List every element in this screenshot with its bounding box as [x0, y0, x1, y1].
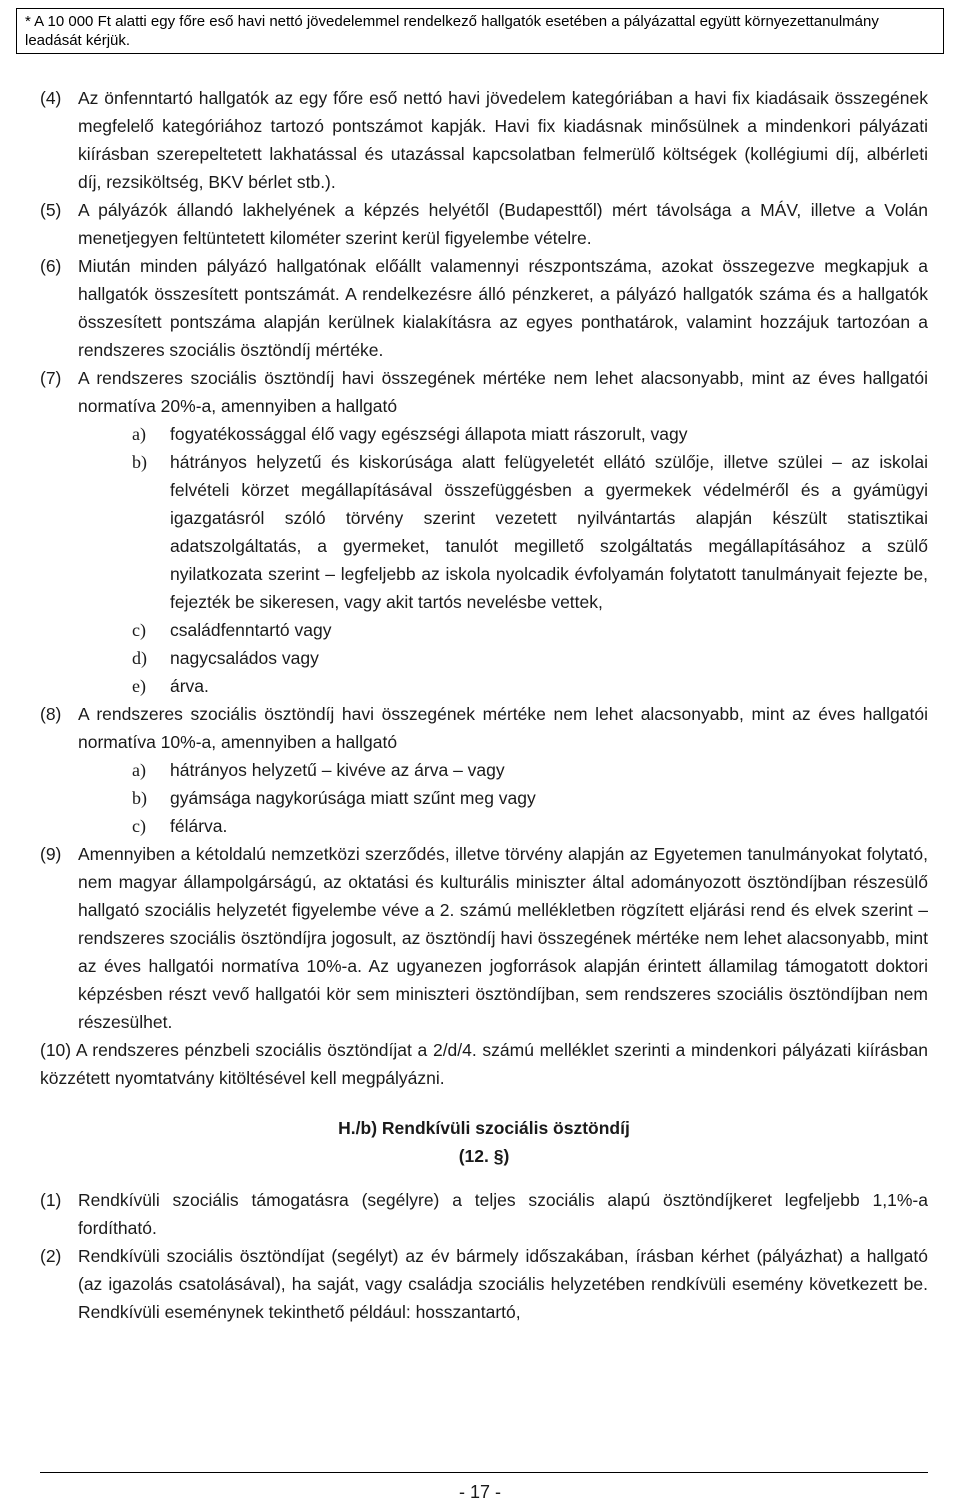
- paragraph-text: Amennyiben a kétoldalú nemzetközi szerződés, illetve törvény alapján az Egyetemen tanulmányokat folytató, nem magyar állampolgárságú, az oktatási és kulturális miniszter által adományozott ösztöndíjban részesülő hallgató szociális helyzetét figyelembe véve a 2. számú mellékletben rögzített eljárási rend és elvek szerint – rendszeres szociális ösztöndíjra jogosult, az ösztöndíj havi összegének mértéke nem lehet alacsonyabb, mint az éves hallgatói normatíva 10%-a. Az ugyanezen jogforrások alapján érintett államilag támogatott doktori képzésben részt vevő hallgatói kör sem miniszteri ösztöndíjban, sem rendszeres szociális ösztöndíjban nem részesülhet.: [78, 844, 928, 1032]
- paragraph-text: A rendszeres szociális ösztöndíj havi összegének mértéke nem lehet alacsonyabb, mint az éves hallgatói normatíva 20%-a, amennyiben a hallgató: [78, 368, 928, 416]
- list-item: [132, 616, 928, 644]
- footer-divider: [40, 1472, 928, 1473]
- page-number: - 17 -: [458, 1482, 501, 1502]
- list-item: [132, 644, 928, 672]
- list-item-letter: a): [132, 424, 146, 444]
- list-item-letter: c): [132, 816, 146, 836]
- list-item-letter: d): [132, 648, 147, 668]
- notice-box: * A 10 000 Ft alatti egy főre eső havi nettó jövedelemmel rendelkező hallgatók esetében a pályázattal együtt környezettanulmány leadását kérjük.: [16, 8, 944, 54]
- paragraph-9: [40, 840, 928, 1036]
- list-item-text: családfenntartó vagy: [170, 620, 332, 640]
- list-item-text: árva.: [170, 676, 209, 696]
- document-body: [40, 84, 928, 1326]
- paragraph-text: A rendszeres pénzbeli szociális ösztöndíjat a 2/d/4. számú melléklet szerinti a mindenkori pályázati kiírásban közzétett nyomtatvány kitöltésével kell megpályázni.: [40, 1040, 928, 1088]
- list-item-text: nagycsaládos vagy: [170, 648, 319, 668]
- paragraph-5: [40, 196, 928, 252]
- list-item-text: fogyatékossággal élő vagy egészségi állapota miatt rászorult, vagy: [170, 424, 688, 444]
- paragraph-number: (6): [40, 256, 62, 276]
- list-item: [132, 812, 928, 840]
- list-item-letter: b): [132, 788, 147, 808]
- paragraph-8: [40, 700, 928, 756]
- list-item: [132, 672, 928, 700]
- paragraph-10: [40, 1036, 928, 1092]
- list-item-text: félárva.: [170, 816, 228, 836]
- paragraph-number: (10): [40, 1040, 72, 1060]
- list-item-letter: b): [132, 452, 147, 472]
- paragraph-text: Az önfenntartó hallgatók az egy főre eső nettó havi jövedelem kategóriában a havi fix kiadásaik összegének megfelelő kategóriához tartozó pontszámot kapják. Havi fix kiadásnak minősülnek a mindenkori pályázati kiírásban szerepeltetett lakhatással és utazással kapcsolatban felmerülő költségek (kollégiumi díj, albérleti díj, rezsiköltség, BKV bérlet stb.).: [78, 88, 928, 192]
- list-item-letter: e): [132, 676, 146, 696]
- list-item-text: hátrányos helyzetű – kivéve az árva – vagy: [170, 760, 505, 780]
- paragraph-number: (1): [40, 1190, 62, 1210]
- paragraph-text: Rendkívüli szociális ösztöndíjat (segélyt) az év bármely időszakában, írásban kérhet (pályázhat) a hallgató (az igazolás csatolásával), ha saját, vagy családja szociális helyzetében rendkívüli esemény következett be. Rendkívüli eseménynek tekinthető például: hosszantartó,: [78, 1246, 928, 1322]
- paragraph-number: (9): [40, 844, 62, 864]
- paragraph-text: A pályázók állandó lakhelyének a képzés helyétől (Budapesttől) mért távolsága a MÁV, illetve a Volán menetjegyen feltüntetett kilométer szerint kerül figyelembe vételre.: [78, 200, 928, 248]
- paragraph-text: Rendkívüli szociális támogatásra (segélyre) a teljes szociális alapú ösztöndíjkeret legfeljebb 1,1%-a fordítható.: [78, 1190, 928, 1238]
- list-item-letter: a): [132, 760, 146, 780]
- section-paragraph-2: [40, 1242, 928, 1326]
- paragraph-number: (5): [40, 200, 62, 220]
- paragraph-text: Miután minden pályázó hallgatónak előállt valamennyi részpontszáma, azokat összegezve megkapjuk a hallgatók összesített pontszámát. A rendelkezésre álló pénzkeret, a pályázó hallgatók száma és a hallgatók összesített pontszáma alapján kerülnek kialakításra az egyes ponthatárok, valamint hozzájuk tartozóan a rendszeres szociális ösztöndíj mértéke.: [78, 256, 928, 360]
- section-paragraph-1: [40, 1186, 928, 1242]
- list-item: [132, 756, 928, 784]
- section-title: H./b) Rendkívüli szociális ösztöndíj: [338, 1118, 630, 1138]
- paragraph-number: (2): [40, 1246, 62, 1266]
- paragraph-number: (7): [40, 368, 62, 388]
- list-item: [132, 784, 928, 812]
- paragraph-4: [40, 84, 928, 196]
- list-item: [132, 448, 928, 616]
- paragraph-7: [40, 364, 928, 420]
- paragraph-text: A rendszeres szociális ösztöndíj havi összegének mértéke nem lehet alacsonyabb, mint az éves hallgatói normatíva 10%-a, amennyiben a hallgató: [78, 704, 928, 752]
- list-item-letter: c): [132, 620, 146, 640]
- section-subtitle: (12. §): [458, 1146, 510, 1166]
- paragraph-number: (8): [40, 704, 62, 724]
- list-item: [132, 420, 928, 448]
- list-item-text: gyámsága nagykorúsága miatt szűnt meg vagy: [170, 788, 536, 808]
- paragraph-number: (4): [40, 88, 62, 108]
- paragraph-6: [40, 252, 928, 364]
- list-item-text: hátrányos helyzetű és kiskorúsága alatt felügyeletét ellátó szülője, illetve szülei – az iskolai felvételi körzet megállapításával összefüggésben a gyermekek védelméről és a gyámügyi igazgatásról szóló törvény szerint vezetett nyilvántartás alapján készült statisztikai adatszolgáltatás, a gyermeket, tanulót megillető szolgáltatás megállapításához a szülő nyilatkozata szerint – legfeljebb az iskola nyolcadik évfolyamán folytatott tanulmányait fejezte be, fejezték be sikeresen, vagy akit tartós nevelésbe vettek,: [170, 452, 928, 612]
